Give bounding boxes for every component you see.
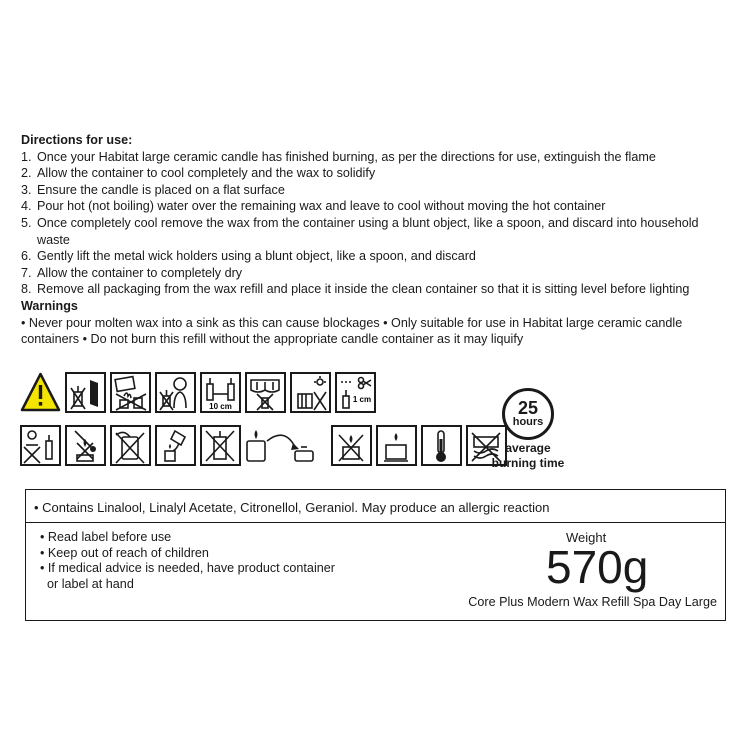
directions-section [21,132,731,348]
step-number: 3. [21,182,32,197]
safety-item: or label at hand [40,576,134,591]
hours-label: hours [512,416,544,428]
direction-step [21,165,731,182]
step-text: Remove all packaging from the wax refill and place it inside the clean container so that it is sitting level before lighting [37,282,690,297]
no-heat-source-icon [290,372,331,413]
no-drafts-icon [65,372,106,413]
direction-step [21,149,731,166]
allergen-statement: • Contains Linalool, Linalyl Acetate, Citronellol, Geraniol. May produce an allergic reaction [26,490,725,523]
thermometer-icon [421,425,462,466]
no-burn-to-end-icon [331,425,372,466]
hours-number: 25 [517,398,539,418]
keep-away-children-icon [155,372,196,413]
trim-wick-icon [335,372,376,413]
step-text: Once your Habitat large ceramic candle has finished burning, as per the directions for use, extinguish the flame [37,149,656,164]
step-number: 2. [21,166,32,181]
safety-item: • If medical advice is needed, have product container [40,561,335,575]
step-number: 5. [21,215,32,230]
safety-list [40,530,335,592]
step-text: Once completely cool remove the wax from the container using a blunt object, like a spoon, and discard into household waste [37,215,699,247]
spacing-label: 10 cm [209,402,232,411]
step-number: 4. [21,199,32,214]
product-name: Core Plus Modern Wax Refill Spa Day Large [468,595,717,609]
product-info-panel [25,489,726,621]
step-number: 1. [21,149,32,164]
step-text: Allow the container to completely dry [37,265,243,280]
weight-value: 570g [546,541,649,593]
burn-time-badge [488,388,568,470]
safety-icons-row-2 [20,425,511,466]
warnings-heading: Warnings [21,298,78,313]
no-unattended-icon [65,425,106,466]
extinguish-icon [245,425,327,466]
weight-label: Weight [566,530,607,545]
no-knock-icon [200,425,241,466]
no-curtains-icon [245,372,286,413]
directions-heading: Directions for use: [21,133,133,147]
safety-icons-row-1 [20,372,380,413]
step-number: 6. [21,249,32,264]
no-hot-surface-icon [376,425,417,466]
warning-triangle-icon [20,372,61,413]
step-number: 7. [21,265,32,280]
step-text: Ensure the candle is placed on a flat surface [37,182,285,197]
direction-step [21,248,731,265]
trim-label: 1 cm [352,395,372,404]
burn-caption-line2: burning time [491,456,565,470]
direction-step [21,265,731,282]
safety-item: • Read label before use [40,530,172,544]
burn-caption-line1: average [505,441,551,455]
hours-circle [502,388,554,440]
no-sleeping-icon [20,425,61,466]
warnings-text: • Never pour molten wax into a sink as this can cause blockages • Only suitable for use in Habitat large ceramic candle containers • Do not burn this refill without the appropriate candle container as it may liquify [21,315,683,347]
direction-step [21,182,731,199]
step-text: Gently lift the metal wick holders using a blunt object, like a spoon, and discard [37,249,476,264]
step-text: Allow the container to cool completely and the wax to solidify [37,166,376,181]
direction-step [21,215,731,248]
safety-item: • Keep out of reach of children [40,545,209,560]
no-water-extinguish-icon [155,425,196,466]
candle-spacing-icon [200,372,241,413]
step-number: 8. [21,282,32,297]
direction-step [21,281,731,298]
direction-step [21,198,731,215]
step-text: Pour hot (not boiling) water over the remaining wax and leave to cool without moving the hot container [37,199,606,214]
no-moving-icon [110,425,151,466]
no-flammable-items-icon [110,372,151,413]
